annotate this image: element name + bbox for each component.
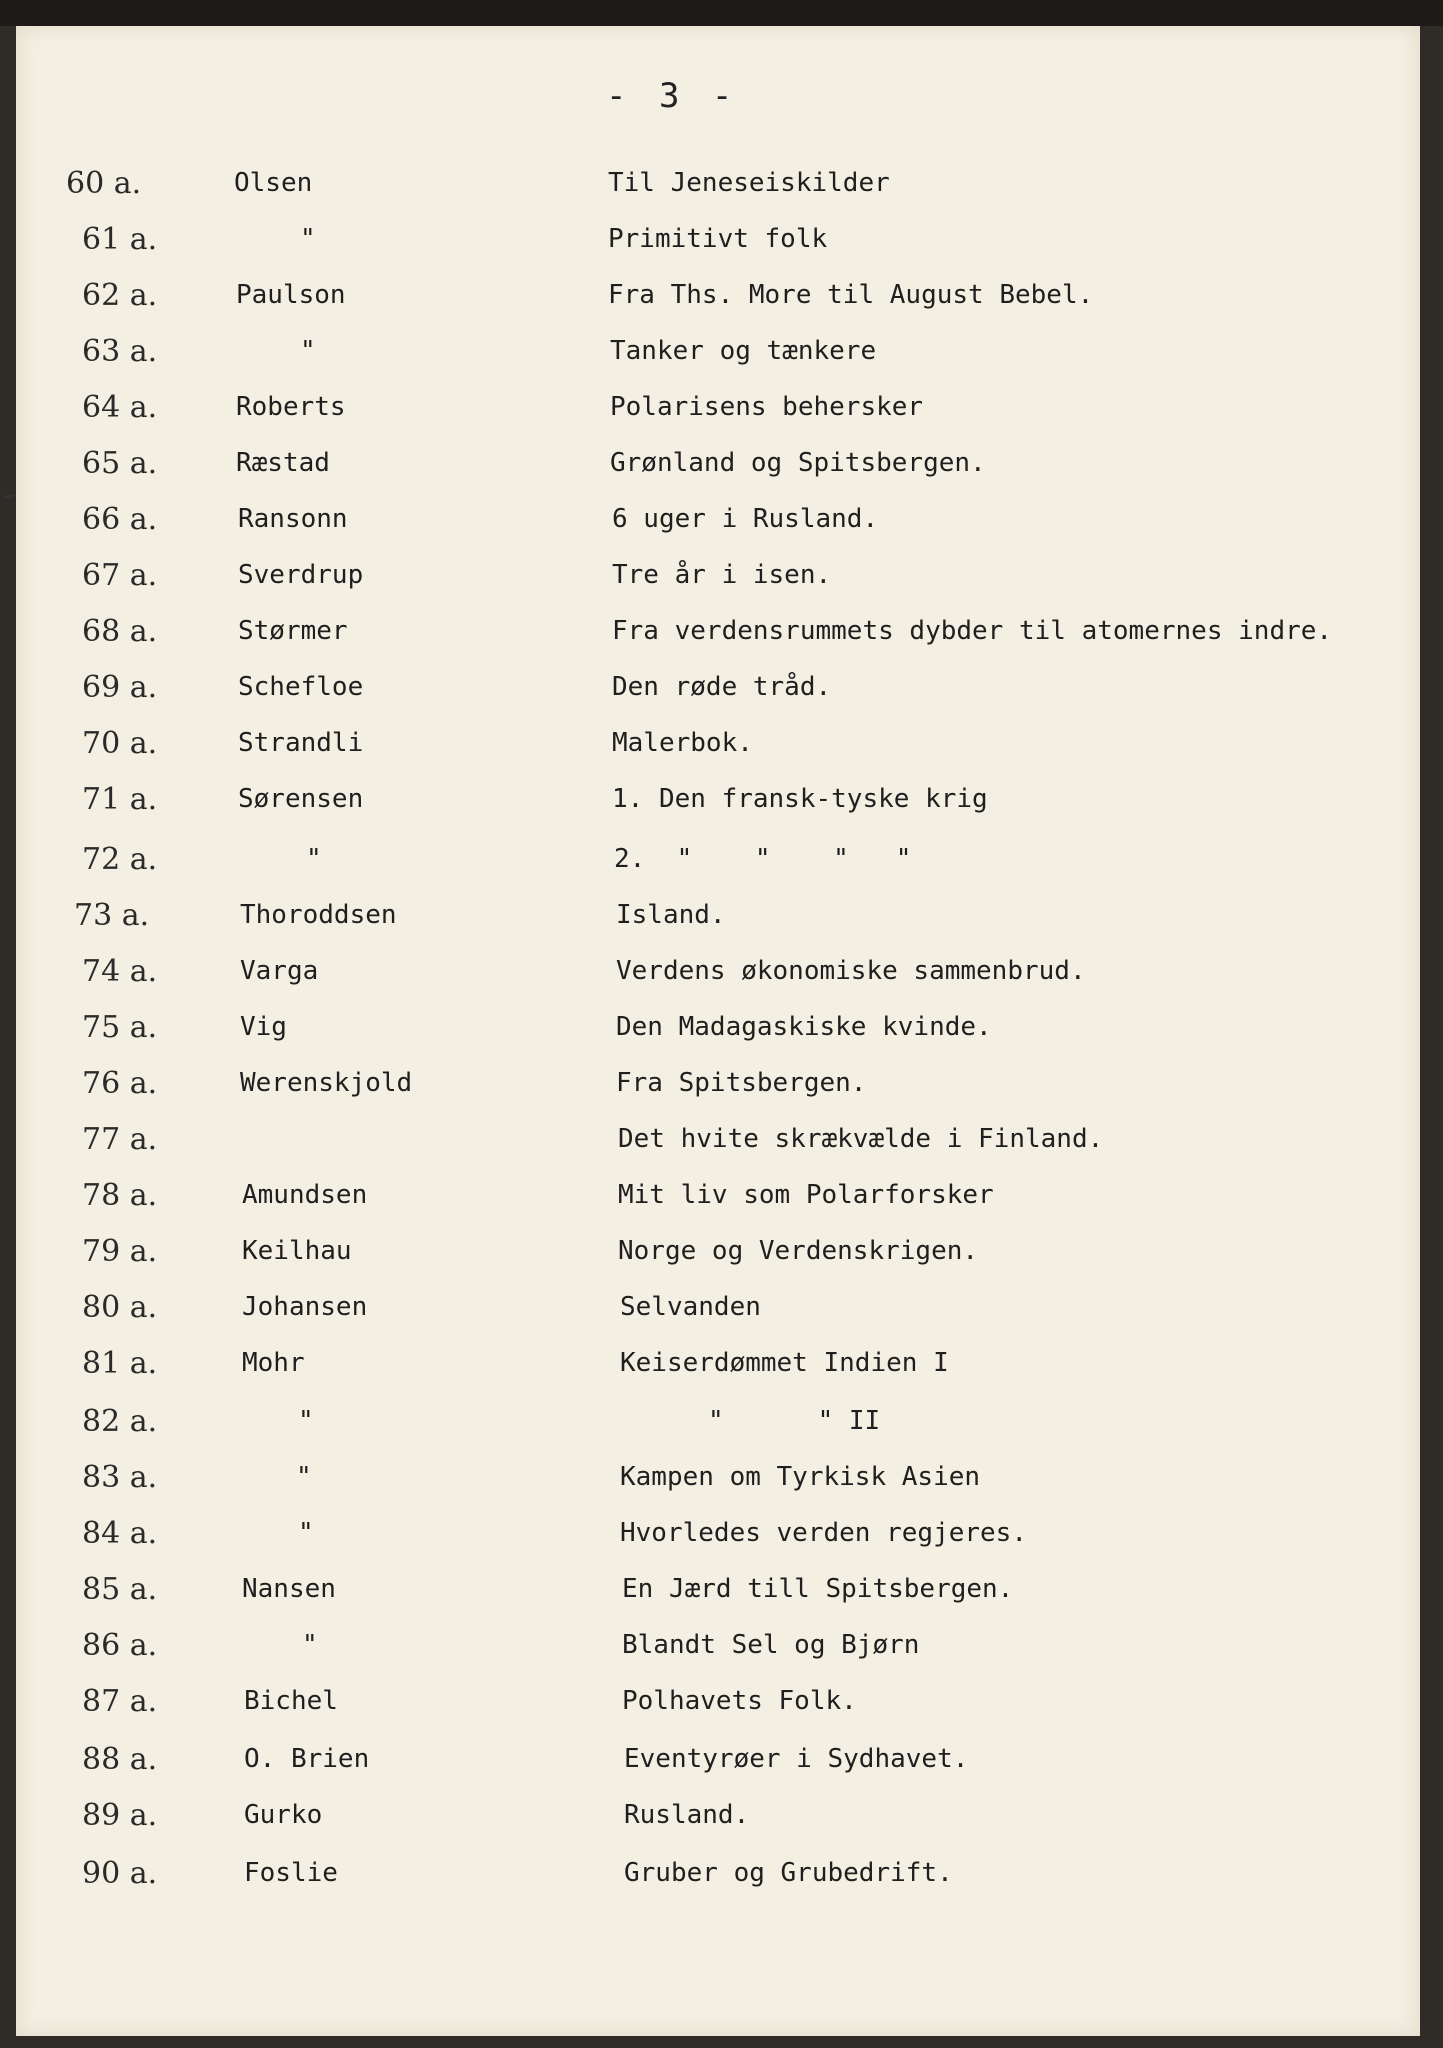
entry-title: Gruber og Grubedrift. [624,1858,953,1888]
list-row [16,842,1420,898]
entry-title: 2. " " " " [614,844,912,874]
edge-mark [4,495,14,498]
entry-title: 6 uger i Rusland. [612,504,879,534]
list-row [16,1572,1420,1628]
entry-number: 88 a. [82,1742,158,1777]
entry-author: Amundsen [242,1180,368,1210]
list-row [16,1684,1420,1740]
entry-title: Rusland. [624,1800,750,1830]
entry-author: Schefloe [238,672,364,702]
entry-number: 77 a. [82,1122,158,1157]
entry-title: " " II [708,1406,881,1436]
list-row [16,1066,1420,1122]
entry-number: 64 a. [82,390,158,425]
list-row [16,1798,1420,1854]
scanner-top-border [0,0,1443,26]
entry-author: Vig [240,1012,287,1042]
entry-title: Blandt Sel og Bjørn [622,1630,920,1660]
entry-author: Sørensen [238,784,364,814]
entry-title: Hvorledes verden regjeres. [620,1518,1027,1548]
entry-number: 76 a. [82,1066,158,1101]
entry-title: Selvanden [620,1292,761,1322]
entry-number: 60 a. [66,166,142,201]
list-row [16,782,1420,838]
entry-title: Grønland og Spitsbergen. [610,448,986,478]
entry-title: Tanker og tænkere [610,336,877,366]
list-row [16,278,1420,334]
entry-title: Polarisens behersker [610,392,924,422]
entry-author: Størmer [238,616,348,646]
entry-author: " [296,1462,312,1492]
entry-number: 73 a. [74,898,150,933]
list-row [16,1742,1420,1798]
entry-title: Fra verdensrummets dybder til atomernes indre. [612,616,1333,646]
entry-author: Werenskjold [240,1068,413,1098]
list-row [16,1178,1420,1234]
entry-title: Malerbok. [612,728,753,758]
list-row [16,1010,1420,1066]
entry-number: 81 a. [82,1346,158,1381]
entry-number: 72 a. [82,842,158,877]
entry-title: Verdens økonomiske sammenbrud. [616,956,1086,986]
list-row [16,726,1420,782]
list-row [16,614,1420,670]
entry-author: " [300,336,316,366]
list-row [16,222,1420,278]
entry-author: Thoroddsen [240,900,397,930]
entry-number: 66 a. [82,502,158,537]
entry-author: Keilhau [242,1236,352,1266]
list-row [16,446,1420,502]
entry-author: Sverdrup [238,560,364,590]
entry-author: " [300,224,316,254]
entry-number: 82 a. [82,1404,158,1439]
entry-title: Island. [616,900,726,930]
entry-author: Ræstad [236,448,330,478]
entry-title: Mit liv som Polarforsker [618,1180,994,1210]
list-row [16,1516,1420,1572]
entry-author: " [298,1406,314,1436]
entry-number: 85 a. [82,1572,158,1607]
entry-title: 1. Den fransk-tyske krig [612,784,988,814]
entry-author: Gurko [244,1800,323,1830]
entry-number: 78 a. [82,1178,158,1213]
list-row [16,898,1420,954]
entry-number: 62 a. [82,278,158,313]
entry-number: 87 a. [82,1684,158,1719]
list-row [16,390,1420,446]
list-row [16,1234,1420,1290]
entry-number: 61 a. [82,222,158,257]
list-row [16,1628,1420,1684]
entry-number: 63 a. [82,334,158,369]
entry-title: Eventyrøer i Sydhavet. [624,1744,969,1774]
entry-author: O. Brien [244,1744,370,1774]
list-row [16,670,1420,726]
entry-author: Nansen [242,1574,336,1604]
entry-author: Varga [240,956,319,986]
entry-number: 84 a. [82,1516,158,1551]
entry-number: 68 a. [82,614,158,649]
entry-author: Ransonn [238,504,348,534]
entry-title: Primitivt folk [608,224,828,254]
entry-title: Tre år i isen. [612,560,832,590]
list-row [16,166,1420,222]
entry-title: Norge og Verdenskrigen. [618,1236,979,1266]
entry-author: Roberts [236,392,346,422]
entry-author: " [302,1630,318,1660]
entry-title: Kampen om Tyrkisk Asien [620,1462,981,1492]
entry-author: Strandli [238,728,364,758]
entry-number: 70 a. [82,726,158,761]
page-number: - 3 - [606,76,739,116]
entry-author: Bichel [244,1686,338,1716]
entry-author: Johansen [242,1292,368,1322]
book-list [16,26,1420,2036]
entry-number: 74 a. [82,954,158,989]
entry-author: Olsen [234,168,313,198]
entry-title: Keiserdømmet Indien I [620,1348,949,1378]
entry-title: Til Jeneseiskilder [608,168,890,198]
entry-title: Polhavets Folk. [622,1686,857,1716]
entry-title: Fra Spitsbergen. [616,1068,867,1098]
entry-title: Det hvite skrækvælde i Finland. [618,1124,1104,1154]
entry-title: En Jærd till Spitsbergen. [622,1574,1014,1604]
list-row [16,1346,1420,1402]
list-row [16,502,1420,558]
list-row [16,558,1420,614]
entry-author: Paulson [236,280,346,310]
entry-number: 83 a. [82,1460,158,1495]
entry-author: " [306,844,322,874]
entry-title: Den Madagaskiske kvinde. [616,1012,992,1042]
list-row [16,334,1420,390]
list-row [16,1404,1420,1460]
list-row [16,954,1420,1010]
entry-author: Foslie [244,1858,338,1888]
entry-author: Mohr [242,1348,305,1378]
entry-author: " [298,1518,314,1548]
list-row [16,1856,1420,1912]
entry-number: 90 a. [82,1856,158,1891]
entry-number: 69 a. [82,670,158,705]
entry-number: 80 a. [82,1290,158,1325]
list-row [16,1290,1420,1346]
entry-number: 89 a. [82,1798,158,1833]
list-row [16,1122,1420,1178]
list-row [16,1460,1420,1516]
entry-number: 75 a. [82,1010,158,1045]
entry-number: 67 a. [82,558,158,593]
entry-number: 86 a. [82,1628,158,1663]
entry-number: 79 a. [82,1234,158,1269]
entry-title: Den røde tråd. [612,672,832,702]
entry-number: 71 a. [82,782,158,817]
document-page [16,26,1420,2036]
entry-number: 65 a. [82,446,158,481]
entry-title: Fra Ths. More til August Bebel. [608,280,1094,310]
